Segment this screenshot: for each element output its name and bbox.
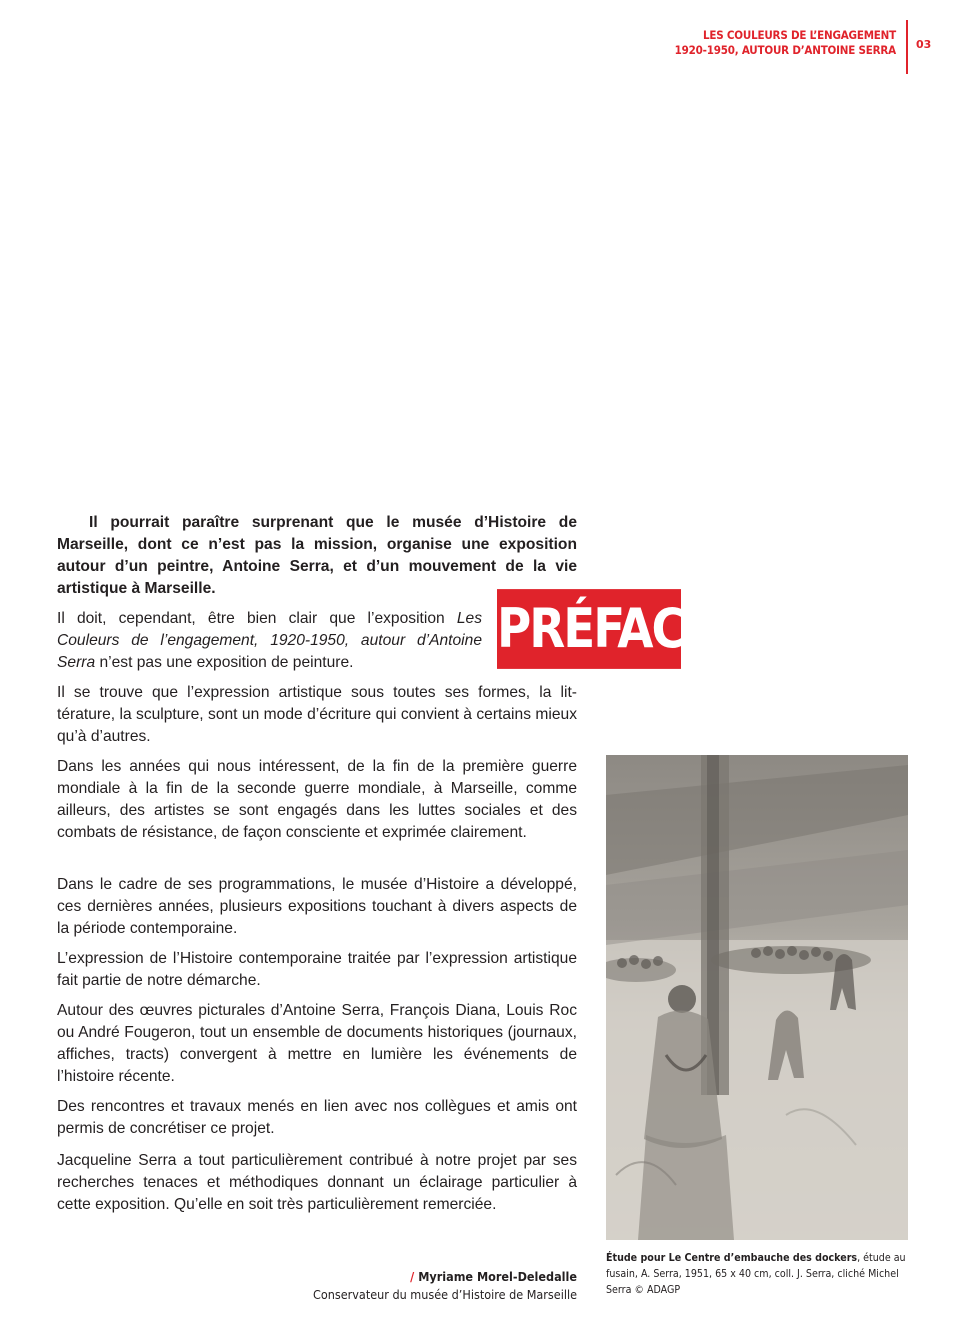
paragraph-3: Dans les années qui nous intéressent, de la fin de la première guerre mondiale à la fin de la seconde guerre mondiale, à Marseille, comme ailleurs, des artistes se sont engagés dans les luttes sociales et des combats de résistance, de façon consciente et exprimée clairement. bbox=[57, 758, 577, 841]
paragraph-7: Des rencontres et travaux menés en lien avec nos collègues et amis ont permis de concrétiser ce projet. bbox=[57, 1098, 577, 1137]
page-number: 03 bbox=[916, 38, 932, 51]
paragraph-1-before: Il doit, cependant, être bien clair que l’exposition bbox=[57, 610, 457, 627]
paragraph-1 bbox=[57, 608, 482, 674]
signature-slash: / bbox=[410, 1269, 419, 1284]
author-role: Conservateur du musée d’Histoire de Marseille bbox=[313, 1287, 577, 1302]
paragraph-5: L’expression de l’Histoire contemporaine traitée par l’expression artistique fait partie de notre démarche. bbox=[57, 950, 577, 989]
preface-badge: PRÉFACE bbox=[497, 589, 681, 669]
paragraph-1-after: n’est pas une exposition de peinture. bbox=[95, 654, 354, 671]
intro-paragraph: Il pourrait paraître surprenant que le musée d’Histoire de Marseille, dont ce n’est pas la mission, organise une exposition autour d’un peintre, Antoine Serra, et d’un mouvement de la vie artistique à Marseille. bbox=[57, 514, 577, 597]
caption-title: Étude pour Le Centre d’embauche des dockers bbox=[606, 1252, 858, 1264]
paragraph-4: Dans le cadre de ses programmations, le musée d’Histoire a développé, ces dernières années, plusieurs expositions touchant à divers aspects de la période contemporaine. bbox=[57, 876, 577, 937]
author-name: Myriame Morel-Deledalle bbox=[418, 1269, 577, 1284]
running-header bbox=[675, 28, 896, 58]
image-caption bbox=[606, 1250, 918, 1298]
paragraph-8: Jacqueline Serra a tout particulièrement contribué à notre projet par ses recherches tenaces et méthodiques donnant un éclairage particulier à cette exposition. Qu’elle en soit très particulièrement remerciée. bbox=[57, 1152, 577, 1213]
caption-details: , étude au fusain, A. Serra, 1951, 65 x 40 cm, coll. J. Serra, cliché Michel Serra © ADAGP bbox=[606, 1252, 906, 1296]
charcoal-drawing-image bbox=[606, 755, 908, 1240]
paragraph-2: Il se trouve que l’expression artistique sous toutes ses formes, la littérature, la sculpture, sont un mode d’écriture qui convient à certains mieux qu’à d’autres. bbox=[57, 684, 577, 745]
drawing-svg bbox=[606, 755, 908, 1240]
running-header-line1: LES COULEURS DE L’ENGAGEMENT bbox=[703, 28, 896, 42]
header-divider bbox=[906, 20, 908, 74]
paragraph-6: Autour des œuvres picturales d’Antoine Serra, François Diana, Louis Roc ou André Fougeron, tout un ensemble de documents historiques (journaux, affiches, tracts) convergent à mettre en lumière les événements de l’histoire récente. bbox=[57, 1002, 577, 1085]
signature bbox=[313, 1268, 577, 1304]
running-header-line2: 1920-1950, AUTOUR D’ANTOINE SERRA bbox=[674, 43, 896, 57]
exhibition-title: Les Couleurs de l’engagement, 1920-1950, autour d’Antoine Serra bbox=[57, 610, 482, 671]
